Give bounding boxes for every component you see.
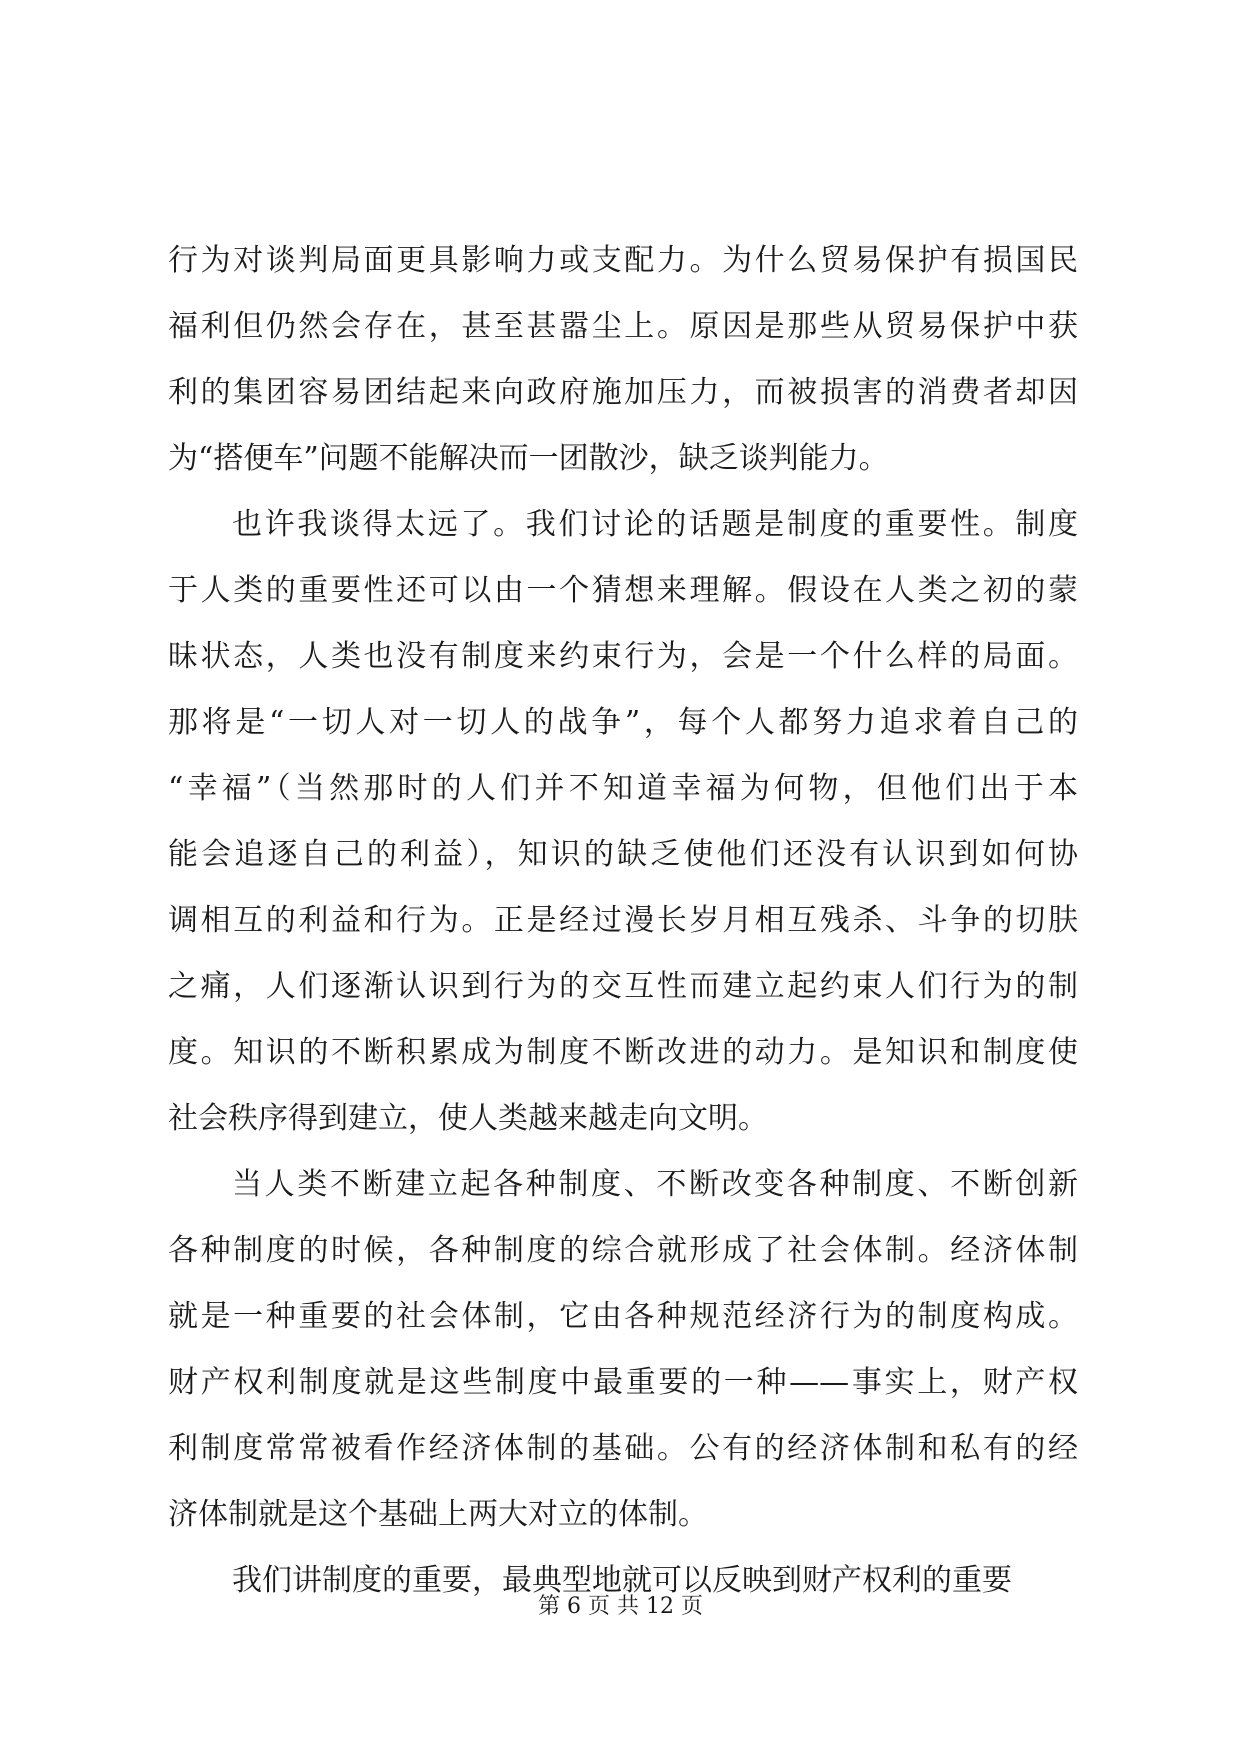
text-line: 社会秩序得到建立，使人类越来越走向文明。 [168,1101,768,1136]
page-number-footer: 第 6 页 共 12 页 [538,1594,703,1619]
text-line: 为“搭便车”问题不能解决而一团散沙，缺乏谈判能力。 [168,441,889,476]
text-line: 度。知识的不断积累成为制度不断改进的动力。是知识和制度使 [168,1035,1078,1070]
text-line: 行为对谈判局面更具影响力或支配力。为什么贸易保护有损国民 [168,243,1078,278]
text-line: 之痛，人们逐渐认识到行为的交互性而建立起约束人们行为的制 [168,969,1078,1004]
text-line: 各种制度的时候，各种制度的综合就形成了社会体制。经济体制 [168,1233,1078,1268]
paragraph-first-line: 当人类不断建立起各种制度、不断改变各种制度、不断创新 [232,1167,1078,1202]
text-line: “幸福”（当然那时的人们并不知道幸福为何物，但他们出于本 [168,771,1078,806]
document-body [168,228,1078,1614]
paragraph-first-line: 也许我谈得太远了。我们讨论的话题是制度的重要性。制度 [232,507,1078,542]
text-line: 利制度常常被看作经济体制的基础。公有的经济体制和私有的经 [168,1431,1078,1466]
text-line: 能会追逐自己的利益），知识的缺乏使他们还没有认识到如何协 [168,837,1078,872]
text-line: 那将是“一切人对一切人的战争”，每个人都努力追求着自己的 [168,705,1078,740]
text-line: 就是一种重要的社会体制，它由各种规范经济行为的制度构成。 [168,1299,1078,1334]
paragraph-first-line: 我们讲制度的重要，最典型地就可以反映到财产权利的重要 [232,1563,1012,1598]
text-line: 福利但仍然会存在，甚至甚嚣尘上。原因是那些从贸易保护中获 [168,309,1078,344]
text-line: 昧状态，人类也没有制度来约束行为，会是一个什么样的局面。 [168,639,1078,674]
text-line: 于人类的重要性还可以由一个猜想来理解。假设在人类之初的蒙 [168,573,1078,608]
text-line: 济体制就是这个基础上两大对立的体制。 [168,1497,708,1532]
text-line: 调相互的利益和行为。正是经过漫长岁月相互残杀、斗争的切肤 [168,903,1078,938]
text-line: 财产权利制度就是这些制度中最重要的一种——事实上，财产权 [168,1365,1078,1400]
text-line: 利的集团容易团结起来向政府施加压力，而被损害的消费者却因 [168,375,1078,410]
